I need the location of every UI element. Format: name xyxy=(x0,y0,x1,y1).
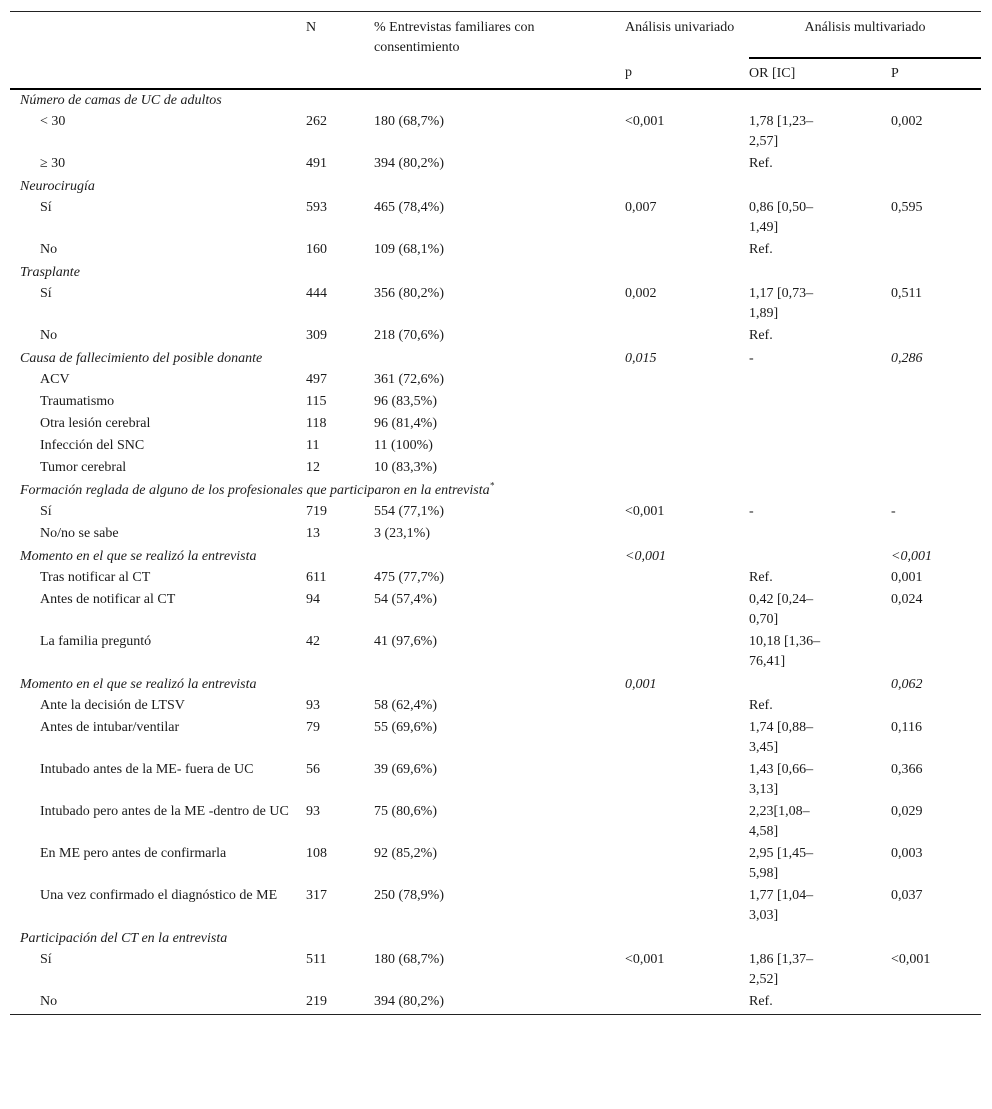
row-pct: 92 (85,2%) xyxy=(374,846,437,861)
table-row xyxy=(10,392,981,414)
row-or: 1,77 [1,04–3,03] xyxy=(749,888,814,923)
row-p-multi xyxy=(891,458,981,480)
row-pct: 10 (83,3%) xyxy=(374,460,437,475)
row-label: < 30 xyxy=(40,114,66,129)
row-p-multi: 0,037 xyxy=(891,888,923,903)
row-p-univ: 0,002 xyxy=(625,286,657,301)
section-title xyxy=(10,546,306,568)
row-or xyxy=(749,458,891,480)
row-label: En ME pero antes de confirmarla xyxy=(40,846,227,861)
row-p-univ: <0,001 xyxy=(625,504,665,519)
table-row xyxy=(10,326,981,348)
row-label: Traumatismo xyxy=(40,394,115,409)
section-row xyxy=(10,480,981,502)
row-p-univ xyxy=(625,696,749,718)
row-label: Antes de notificar al CT xyxy=(40,592,176,607)
row-p-multi xyxy=(891,436,981,458)
section-p-univ xyxy=(625,176,749,198)
row-pct: 41 (97,6%) xyxy=(374,634,437,649)
row-p-multi: 0,024 xyxy=(891,592,923,607)
row-p-multi: 0,511 xyxy=(891,286,922,301)
section-pct xyxy=(374,89,625,112)
section-n xyxy=(306,928,374,950)
header-blank xyxy=(10,58,306,89)
row-p-multi xyxy=(891,240,981,262)
row-or: 1,86 [1,37–2,52] xyxy=(749,952,814,987)
section-p-multi xyxy=(891,928,981,950)
header-variable xyxy=(10,12,306,59)
row-or xyxy=(749,524,891,546)
section-or xyxy=(749,262,891,284)
row-label: Intubado pero antes de la ME -dentro de UC xyxy=(40,804,289,819)
row-pct: 218 (70,6%) xyxy=(374,328,444,343)
header-blank-pct xyxy=(374,58,625,89)
row-p-univ: <0,001 xyxy=(625,114,665,129)
section-p-multi: 0,286 xyxy=(891,351,923,366)
header-blank-n xyxy=(306,58,374,89)
row-p-multi: 0,029 xyxy=(891,804,923,819)
row-or: 1,43 [0,66–3,13] xyxy=(749,762,814,797)
results-table xyxy=(10,11,981,1015)
row-or: 0,86 [0,50–1,49] xyxy=(749,200,814,235)
section-pct xyxy=(374,546,625,568)
row-p-multi xyxy=(891,524,981,546)
row-p-univ xyxy=(625,844,749,886)
row-pct: 554 (77,1%) xyxy=(374,504,444,519)
row-label: Sí xyxy=(40,952,52,967)
table-row xyxy=(10,802,981,844)
section-p-multi: <0,001 xyxy=(891,549,932,564)
section-pct xyxy=(374,674,625,696)
row-n: 42 xyxy=(306,634,320,649)
row-n: 79 xyxy=(306,720,320,735)
section-p-multi xyxy=(891,176,981,198)
row-n: 56 xyxy=(306,762,320,777)
footnote-marker: * xyxy=(489,480,495,491)
row-label: Intubado antes de la ME- fuera de UC xyxy=(40,762,254,777)
row-p-multi: - xyxy=(891,504,896,519)
section-title xyxy=(10,928,306,950)
row-pct: 180 (68,7%) xyxy=(374,952,444,967)
table-row xyxy=(10,632,981,674)
table-row xyxy=(10,112,981,154)
row-p-multi: 0,002 xyxy=(891,114,923,129)
row-or xyxy=(749,436,891,458)
row-n: 593 xyxy=(306,200,327,215)
row-p-univ xyxy=(625,370,749,392)
section-title-text: Neurocirugía xyxy=(20,179,95,194)
row-pct: 3 (23,1%) xyxy=(374,526,430,541)
row-n: 317 xyxy=(306,888,327,903)
section-n xyxy=(306,262,374,284)
row-or xyxy=(749,392,891,414)
row-or: 2,23[1,08–4,58] xyxy=(749,804,810,839)
section-p-multi xyxy=(891,89,981,112)
section-or xyxy=(749,176,891,198)
row-label: Otra lesión cerebral xyxy=(40,416,151,431)
section-pct xyxy=(374,262,625,284)
table-row xyxy=(10,240,981,262)
row-p-multi: 0,595 xyxy=(891,200,923,215)
row-n: 115 xyxy=(306,394,327,409)
table-row xyxy=(10,370,981,392)
row-label: No/no se sabe xyxy=(40,526,119,541)
row-pct: 58 (62,4%) xyxy=(374,698,437,713)
section-row xyxy=(10,176,981,198)
row-label: Una vez confirmado el diagnóstico de ME xyxy=(40,888,278,903)
results-table-container xyxy=(10,11,981,1015)
row-n: 94 xyxy=(306,592,320,607)
row-n: 497 xyxy=(306,372,327,387)
row-pct: 75 (80,6%) xyxy=(374,804,437,819)
row-n: 93 xyxy=(306,698,320,713)
table-row xyxy=(10,502,981,524)
section-row xyxy=(10,928,981,950)
row-or: Ref. xyxy=(749,994,773,1009)
row-pct: 55 (69,6%) xyxy=(374,720,437,735)
row-or: 1,17 [0,73–1,89] xyxy=(749,286,814,321)
section-row xyxy=(10,546,981,568)
row-or: 0,42 [0,24–0,70] xyxy=(749,592,814,627)
header-pct: % Entrevistas familiares con consentimiento xyxy=(374,20,535,55)
header-p-univ: p xyxy=(625,65,632,80)
row-p-univ xyxy=(625,458,749,480)
row-or: 2,95 [1,45–5,98] xyxy=(749,846,814,881)
row-p-univ xyxy=(625,326,749,348)
row-p-univ xyxy=(625,760,749,802)
table-body xyxy=(10,89,981,1015)
table-row xyxy=(10,696,981,718)
section-title xyxy=(10,674,306,696)
row-label: Antes de intubar/ventilar xyxy=(40,720,180,735)
row-p-univ: 0,007 xyxy=(625,200,657,215)
row-or: Ref. xyxy=(749,156,773,171)
section-title-text: Trasplante xyxy=(20,265,80,280)
section-row xyxy=(10,262,981,284)
row-pct: 356 (80,2%) xyxy=(374,286,444,301)
section-or xyxy=(749,674,891,696)
section-pct xyxy=(374,176,625,198)
row-p-multi xyxy=(891,154,981,176)
header-multi: Análisis multivariado xyxy=(749,12,981,59)
row-n: 12 xyxy=(306,460,320,475)
section-n xyxy=(306,546,374,568)
section-n xyxy=(306,176,374,198)
row-p-multi xyxy=(891,632,981,674)
row-pct: 96 (81,4%) xyxy=(374,416,437,431)
table-row xyxy=(10,992,981,1015)
row-n: 491 xyxy=(306,156,327,171)
row-p-univ xyxy=(625,240,749,262)
table-row xyxy=(10,198,981,240)
row-or: Ref. xyxy=(749,328,773,343)
section-p-multi xyxy=(891,262,981,284)
section-or xyxy=(749,546,891,568)
table-row xyxy=(10,590,981,632)
table-row xyxy=(10,844,981,886)
row-or xyxy=(749,370,891,392)
table-row xyxy=(10,760,981,802)
section-title-text: Participación del CT en la entrevista xyxy=(20,931,228,946)
section-p-univ xyxy=(625,928,749,950)
table-row xyxy=(10,458,981,480)
row-p-univ xyxy=(625,568,749,590)
row-p-univ xyxy=(625,992,749,1015)
row-pct: 109 (68,1%) xyxy=(374,242,444,257)
section-pct xyxy=(374,348,625,370)
row-p-multi xyxy=(891,696,981,718)
row-p-multi xyxy=(891,326,981,348)
section-or xyxy=(749,89,891,112)
section-row xyxy=(10,348,981,370)
row-p-multi: 0,003 xyxy=(891,846,923,861)
row-or: Ref. xyxy=(749,242,773,257)
row-pct: 250 (78,9%) xyxy=(374,888,444,903)
row-or: 1,74 [0,88–3,45] xyxy=(749,720,814,755)
row-n: 219 xyxy=(306,994,327,1009)
row-or: Ref. xyxy=(749,698,773,713)
header-or: OR [IC] xyxy=(749,66,796,81)
row-n: 108 xyxy=(306,846,327,861)
section-title xyxy=(10,89,306,112)
row-p-univ: <0,001 xyxy=(625,952,665,967)
row-p-univ xyxy=(625,718,749,760)
row-label: No xyxy=(40,328,58,343)
row-label: Tras notificar al CT xyxy=(40,570,151,585)
section-title xyxy=(10,348,306,370)
row-pct: 465 (78,4%) xyxy=(374,200,444,215)
section-p-univ xyxy=(625,89,749,112)
header-univ: Análisis univariado xyxy=(625,20,735,35)
table-row xyxy=(10,436,981,458)
section-pct xyxy=(374,928,625,950)
row-n: 160 xyxy=(306,242,327,257)
row-or xyxy=(749,414,891,436)
row-p-univ xyxy=(625,436,749,458)
table-row xyxy=(10,154,981,176)
row-p-multi xyxy=(891,370,981,392)
row-label: No xyxy=(40,994,58,1009)
row-label: Infección del SNC xyxy=(40,438,145,453)
row-p-univ xyxy=(625,590,749,632)
row-or: Ref. xyxy=(749,570,773,585)
row-pct: 96 (83,5%) xyxy=(374,394,437,409)
row-n: 309 xyxy=(306,328,327,343)
section-title-text: Número de camas de UC de adultos xyxy=(20,93,222,108)
row-n: 262 xyxy=(306,114,327,129)
row-p-multi: <0,001 xyxy=(891,952,931,967)
row-n: 11 xyxy=(306,438,320,453)
section-title-text: Momento en el que se realizó la entrevista xyxy=(20,677,257,692)
row-pct: 394 (80,2%) xyxy=(374,156,444,171)
row-p-univ xyxy=(625,632,749,674)
section-n xyxy=(306,674,374,696)
row-label: Sí xyxy=(40,286,52,301)
row-n: 118 xyxy=(306,416,327,431)
section-title xyxy=(10,480,981,502)
row-pct: 475 (77,7%) xyxy=(374,570,444,585)
row-p-univ xyxy=(625,524,749,546)
row-n: 444 xyxy=(306,286,327,301)
row-pct: 361 (72,6%) xyxy=(374,372,444,387)
header-n: N xyxy=(306,20,317,35)
row-p-univ xyxy=(625,886,749,928)
table-row xyxy=(10,950,981,992)
section-title xyxy=(10,262,306,284)
table-row xyxy=(10,524,981,546)
row-pct: 39 (69,6%) xyxy=(374,762,437,777)
section-or xyxy=(749,928,891,950)
section-or: - xyxy=(749,351,754,366)
row-p-multi: 0,001 xyxy=(891,570,923,585)
row-label: Ante la decisión de LTSV xyxy=(40,698,185,713)
section-p-univ: 0,001 xyxy=(625,677,657,692)
section-title-text: Causa de fallecimiento del posible donante xyxy=(20,351,263,366)
row-p-multi xyxy=(891,414,981,436)
section-p-univ: 0,015 xyxy=(625,351,657,366)
row-p-univ xyxy=(625,154,749,176)
row-or: 1,78 [1,23–2,57] xyxy=(749,114,814,149)
row-pct: 394 (80,2%) xyxy=(374,994,444,1009)
row-p-univ xyxy=(625,802,749,844)
row-label: Sí xyxy=(40,504,52,519)
row-p-multi xyxy=(891,992,981,1015)
table-row xyxy=(10,568,981,590)
section-n xyxy=(306,348,374,370)
row-p-multi: 0,366 xyxy=(891,762,923,777)
header-p-multi: P xyxy=(891,66,899,81)
row-pct: 180 (68,7%) xyxy=(374,114,444,129)
section-p-multi: 0,062 xyxy=(891,677,923,692)
section-row xyxy=(10,674,981,696)
row-p-multi: 0,116 xyxy=(891,720,922,735)
row-label: Tumor cerebral xyxy=(40,460,127,475)
section-title-text: Momento en el que se realizó la entrevista xyxy=(20,549,257,564)
row-pct: 11 (100%) xyxy=(374,438,433,453)
row-p-univ xyxy=(625,414,749,436)
section-title xyxy=(10,176,306,198)
row-n: 719 xyxy=(306,504,327,519)
row-n: 93 xyxy=(306,804,320,819)
row-p-multi xyxy=(891,392,981,414)
table-row xyxy=(10,886,981,928)
section-p-univ xyxy=(625,262,749,284)
row-n: 511 xyxy=(306,952,327,967)
row-label: La familia preguntó xyxy=(40,634,152,649)
row-label: ACV xyxy=(40,372,70,387)
row-or: - xyxy=(749,504,754,519)
table-header xyxy=(10,12,981,90)
table-row xyxy=(10,414,981,436)
row-label: ≥ 30 xyxy=(40,156,66,171)
row-or: 10,18 [1,36–76,41] xyxy=(749,634,821,669)
section-row xyxy=(10,89,981,112)
row-p-univ xyxy=(625,392,749,414)
section-title-text: Formación reglada de alguno de los profesionales que participaron en la entrevista xyxy=(20,483,490,498)
row-n: 611 xyxy=(306,570,327,585)
section-p-univ: <0,001 xyxy=(625,549,666,564)
table-row xyxy=(10,284,981,326)
row-pct: 54 (57,4%) xyxy=(374,592,437,607)
row-label: Sí xyxy=(40,200,52,215)
row-n: 13 xyxy=(306,526,320,541)
row-label: No xyxy=(40,242,58,257)
table-row xyxy=(10,718,981,760)
section-n xyxy=(306,89,374,112)
